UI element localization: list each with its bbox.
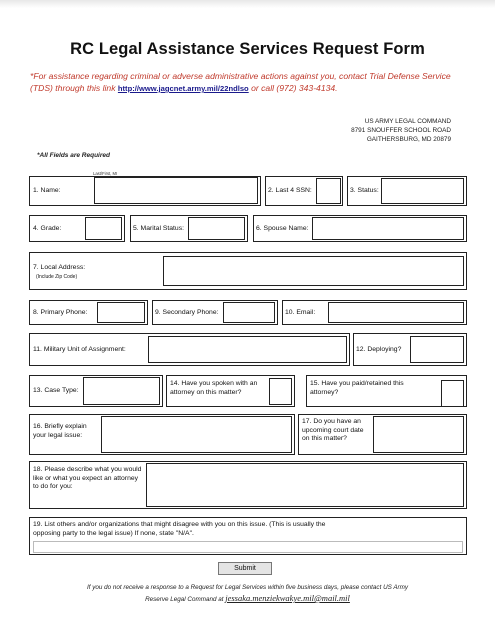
tds-link[interactable]: http://www.jagcnet.army.mil/22ndlso [117,84,249,93]
footer-line-1: If you do not receive a response to a Request for Legal Services within five business days, please contact US Army [86,584,409,591]
unit-input[interactable] [148,336,347,363]
marital-label: 5. Marital Status: [133,225,184,232]
others-label: 19. List others and/or organizations that might disagree with you on this issue. (This is usually the opposing party to the legal issue) If none, state "N/A". [33,521,326,537]
submit-button[interactable]: Submit [218,562,272,575]
spoken-attorney-input[interactable] [269,378,292,405]
form-title: RC Legal Assistance Services Request Form [70,40,425,58]
secondary-phone-label: 9. Secondary Phone: [155,309,219,316]
expect-attorney-label: 18. Please describe what you would like or what you expect an attorney to do for you: [33,466,142,490]
command-address [351,117,451,144]
ssn-input[interactable] [316,178,341,204]
footer-note [0,582,495,605]
unit-label: 11. Military Unit of Assignment: [33,346,126,353]
email-label: 10. Email: [285,309,316,316]
footer-line-2 [0,593,495,605]
deploying-label: 12. Deploying? [356,346,402,353]
case-type-label: 13. Case Type: [33,387,79,394]
address-line-3: GAITHERSBURG, MD 20879 [366,136,451,143]
address-input[interactable] [163,256,464,286]
others-input[interactable] [33,541,463,553]
court-date-label: 17. Do you have an upcoming court date on this matter? [302,418,364,442]
status-input[interactable] [381,178,464,204]
tds-notice [30,70,475,95]
deploying-input[interactable] [410,336,464,363]
court-date-input[interactable] [373,416,464,453]
spouse-label: 6. Spouse Name: [256,225,309,232]
footer-line-2-text: Reserve Legal Command at [145,596,226,603]
grade-label: 4. Grade: [33,225,62,232]
name-label: 1. Name: [33,187,61,194]
scan-edge [0,0,495,8]
address-label-text: 7. Local Address: [33,264,86,271]
primary-phone-label: 8. Primary Phone: [33,309,88,316]
expect-attorney-input[interactable] [146,463,464,507]
name-input[interactable] [94,177,258,204]
paid-attorney-input[interactable] [441,380,464,407]
email-input[interactable] [328,302,464,323]
required-note: *All Fields are Required [37,152,110,159]
spouse-input[interactable] [312,217,464,240]
case-type-input[interactable] [83,377,160,405]
notice-text-suffix: or call (972) 343-4134. [248,83,338,93]
address-line-1: US ARMY LEGAL COMMAND [364,118,451,125]
address-sub-label: (Include Zip Code) [36,273,78,280]
grade-input[interactable] [85,217,122,240]
name-format-hint: Last/First, MI [93,171,118,176]
primary-phone-input[interactable] [97,302,145,323]
notice-text-prefix: *For assistance regarding criminal or adverse administrative actions against you, contact Trial Defense Service (TDS) through this link [30,71,451,93]
spoken-attorney-label: 14. Have you spoken with an attorney on this matter? [170,380,258,396]
paid-attorney-label: 15. Have you paid/retained this attorney? [310,380,404,396]
status-label: 3. Status: [350,187,379,194]
marital-input[interactable] [188,217,245,240]
address-label [33,264,85,281]
footer-email-link[interactable]: jessaka.menziekwakye.mil@mail.mil [225,593,350,603]
secondary-phone-input[interactable] [223,302,275,323]
ssn-label: 2. Last 4 SSN: [268,187,312,194]
address-line-2: 8791 SNOUFFER SCHOOL ROAD [351,127,451,134]
explain-issue-input[interactable] [101,416,292,453]
explain-issue-label: 16. Briefly explain your legal issue: [33,423,87,439]
